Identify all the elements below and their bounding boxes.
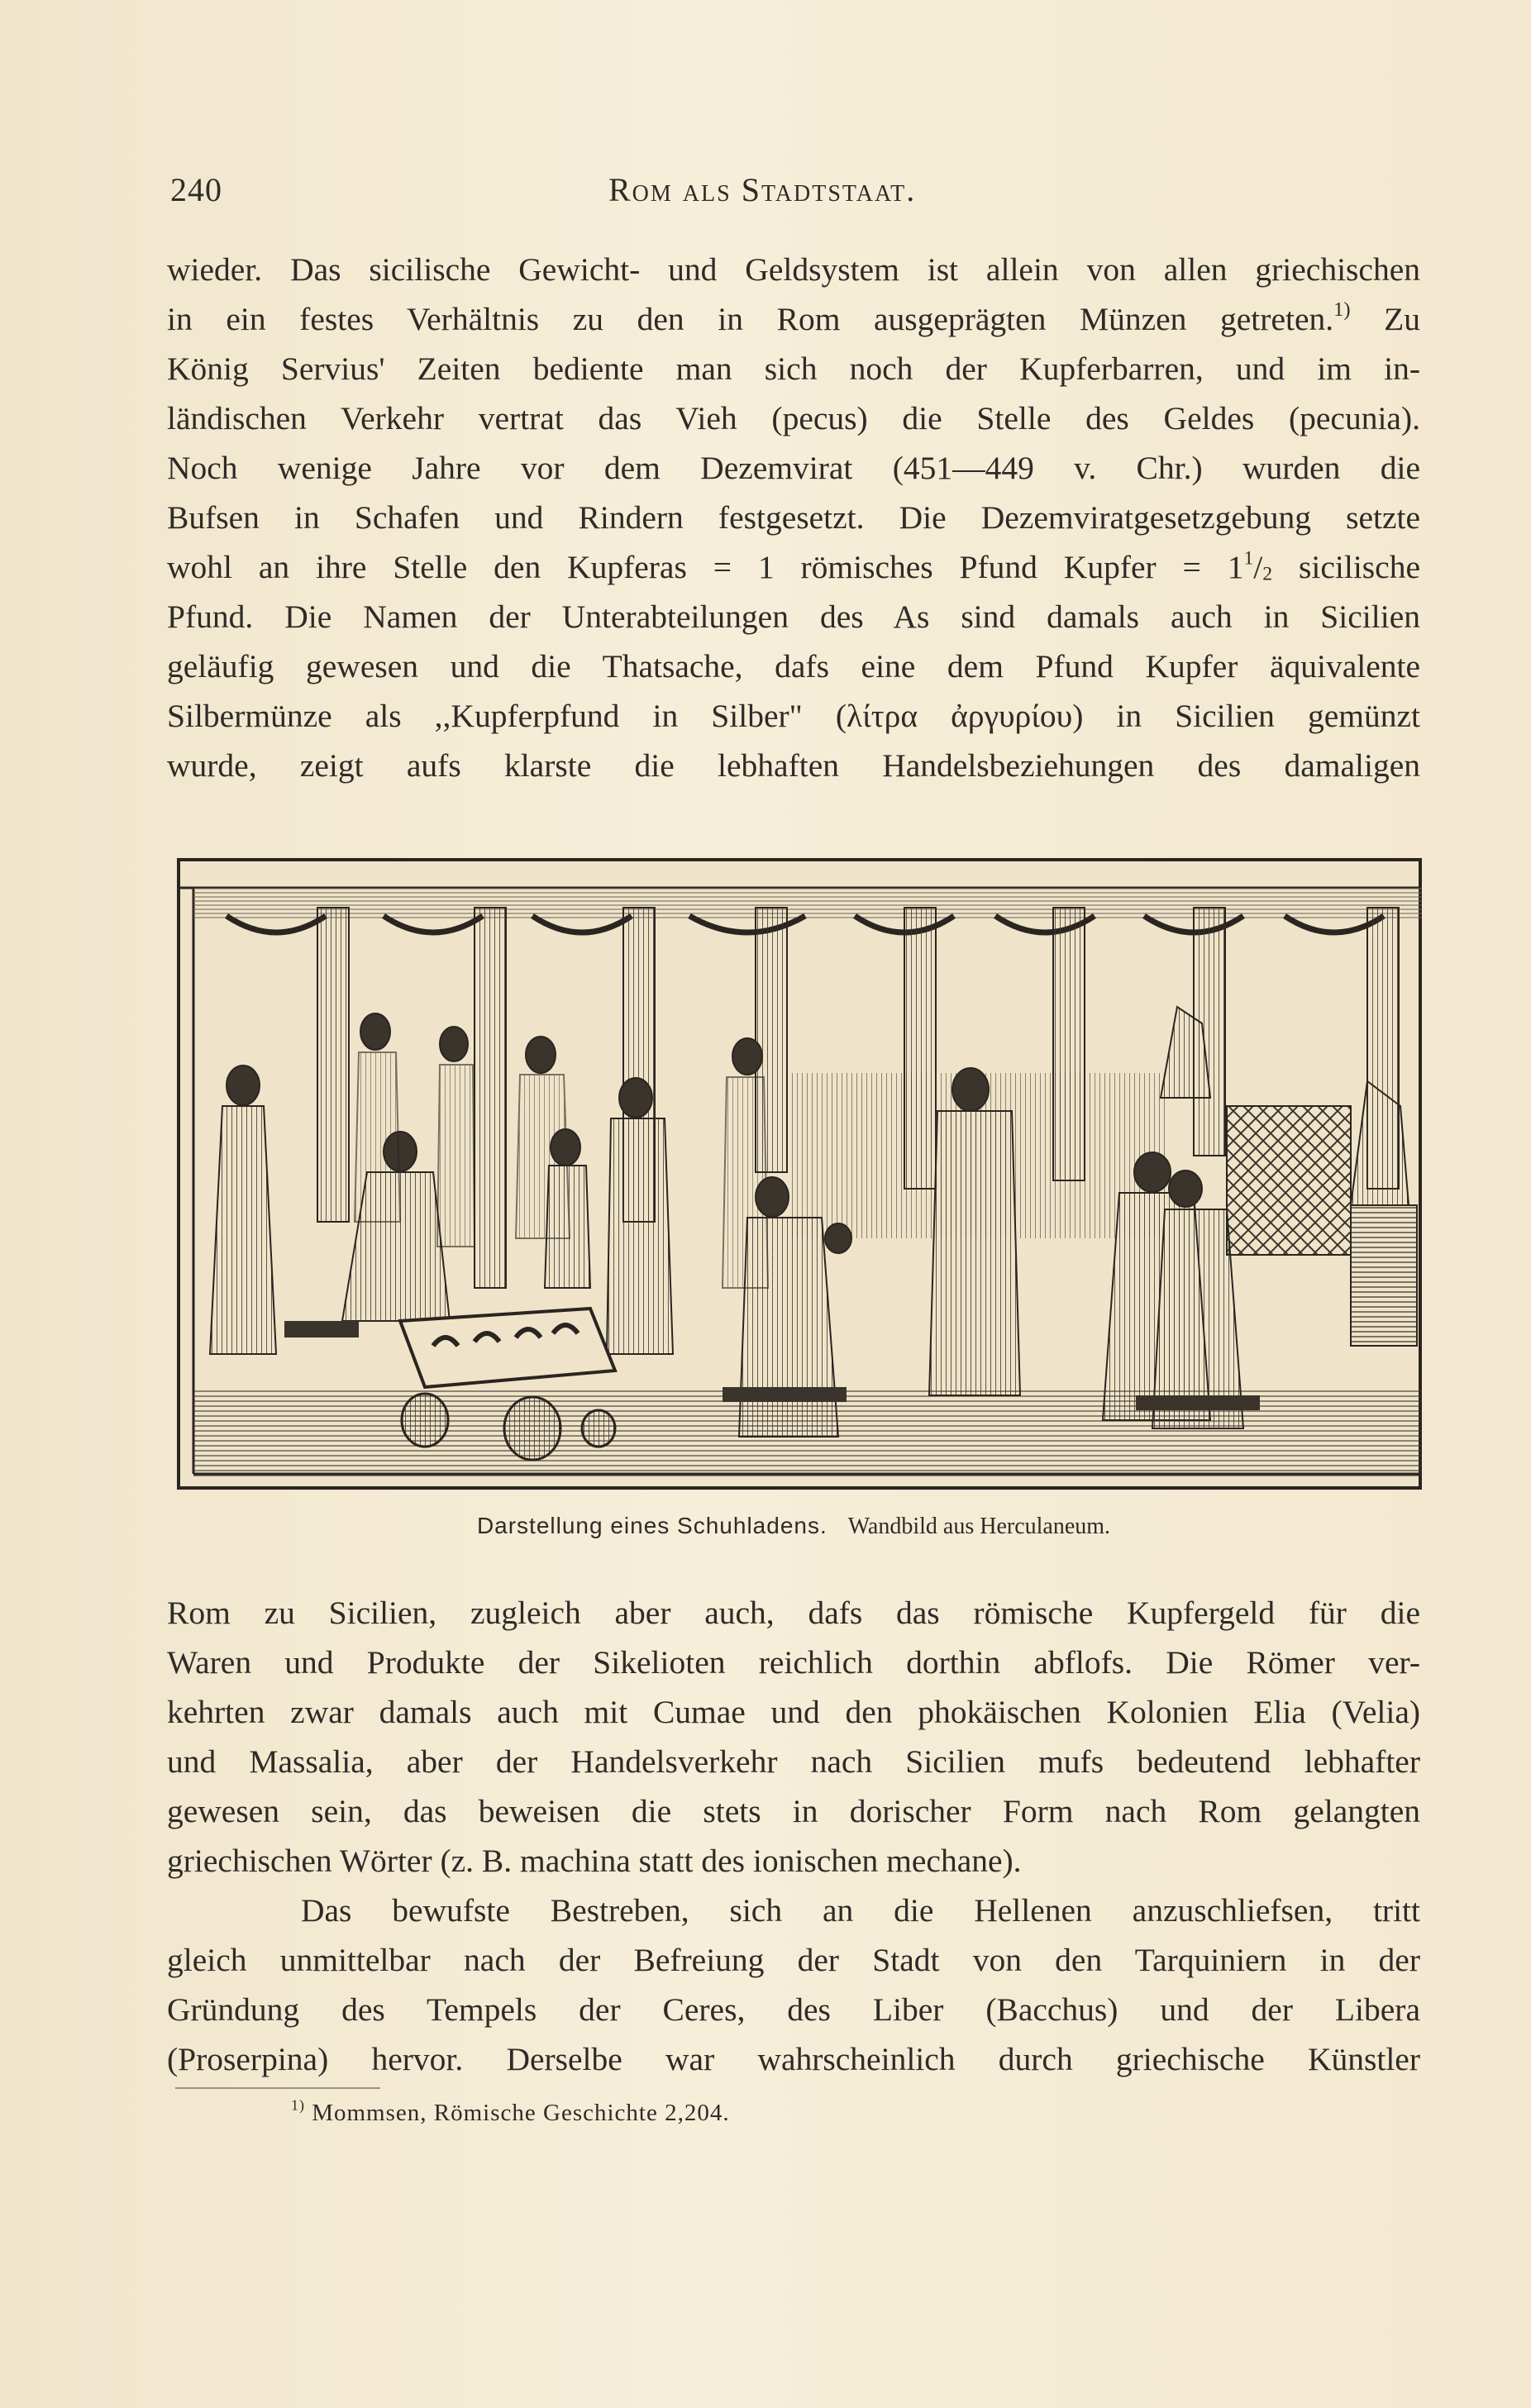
text-line: (Proserpina) hervor. Derselbe war wahrscheinlich durch griechische Künstler (167, 2041, 1420, 2077)
paragraph-3 (167, 1886, 1420, 2084)
text-segment: in ein festes Verhältnis zu den in Rom ausgeprägten Münzen getreten. (167, 301, 1334, 337)
fraction-numerator: 1 (1243, 547, 1254, 570)
text-line: Das bewufste Bestreben, sich an die Hellenen anzuschliefsen, tritt (301, 1892, 1420, 1929)
text-line (167, 294, 1420, 344)
text-segment: sicilische (1272, 549, 1420, 585)
text-line: wohl an ihre Stelle den Kupferas = 1 römisches Pfund Kupfer = $1^1/2$ sicilische (167, 547, 1420, 585)
running-title: Rom als Stadtstaat. (608, 171, 917, 208)
text-line: und Massalia, aber der Handelsverkehr nach Sicilien mufs bedeutend lebhafter (167, 1743, 1420, 1780)
engraving-figure (177, 858, 1422, 1490)
text-line: König Servius' Zeiten bediente man sich noch der Kupferbarren, und im in- (167, 350, 1420, 387)
footnote-reference: 1) (1333, 298, 1351, 321)
footnote (291, 2096, 730, 2127)
text-line: Bufsen in Schafen und Rindern festgesetzt. Die Dezemviratgesetzgebung setzte (167, 499, 1420, 536)
text-line: Pfund. Die Namen der Unterabteilungen des As sind damals auch in Sicilien (167, 598, 1420, 635)
text-line: gewesen sein, das beweisen die stets in dorischer Form nach Rom gelangten (167, 1793, 1420, 1829)
figure-caption (167, 1513, 1420, 1540)
footnote-marker: 1) (291, 2096, 305, 2114)
text-line: kehrten zwar damals auch mit Cumae und den phokäischen Kolonien Elia (Velia) (167, 1694, 1420, 1730)
text-line: wurde, zeigt aufs klarste die lebhaften Handelsbeziehungen des damaligen (167, 747, 1420, 784)
text-line: Gründung des Tempels der Ceres, des Liber (Bacchus) und der Libera (167, 1991, 1420, 2028)
shoe-shop-engraving (177, 858, 1422, 1490)
running-header (170, 170, 1419, 220)
text-line: Rom zu Sicilien, zugleich aber auch, dafs das römische Kupfergeld für die (167, 1595, 1420, 1631)
text-segment: wohl an ihre Stelle den Kupferas = 1 römisches Pfund Kupfer = 1 (167, 549, 1244, 585)
caption-title: Darstellung eines Schuhladens. (476, 1513, 828, 1538)
text-line: Silbermünze als ,,Kupferpfund in Silber" (λίτρα ἀργυρίου) in Sicilien gemünzt (167, 698, 1420, 734)
text-line: wieder. Das sicilische Gewicht- und Geldsystem ist allein von allen griechischen (167, 251, 1420, 288)
paragraph-2 (167, 1588, 1420, 1886)
footnote-text: Mommsen, Römische Geschichte 2,204. (312, 2100, 730, 2126)
text-line: Noch wenige Jahre vor dem Dezemvirat (451—449 v. Chr.) wurden die (167, 450, 1420, 486)
text-segment: Zu (1350, 301, 1420, 337)
paragraph-1 (167, 245, 1420, 790)
text-line: ländischen Verkehr vertrat das Vieh (pecus) die Stelle des Geldes (pecunia). (167, 400, 1420, 436)
text-line: gleich unmittelbar nach der Befreiung der Stadt von den Tarquiniern in der (167, 1942, 1420, 1978)
footnote-divider (175, 2087, 380, 2089)
text-line: griechischen Wörter (z. B. machina statt des ionischen mechane). (167, 1843, 1022, 1879)
fraction-denominator: 2 (1262, 563, 1273, 585)
caption-source: Wandbild aus Herculaneum. (847, 1514, 1111, 1539)
page-number: 240 (170, 171, 222, 208)
text-line: Waren und Produkte der Sikelioten reichlich dorthin abflofs. Die Römer ver- (167, 1644, 1420, 1681)
text-line: geläufig gewesen und die Thatsache, dafs eine dem Pfund Kupfer äquivalente (167, 648, 1420, 684)
